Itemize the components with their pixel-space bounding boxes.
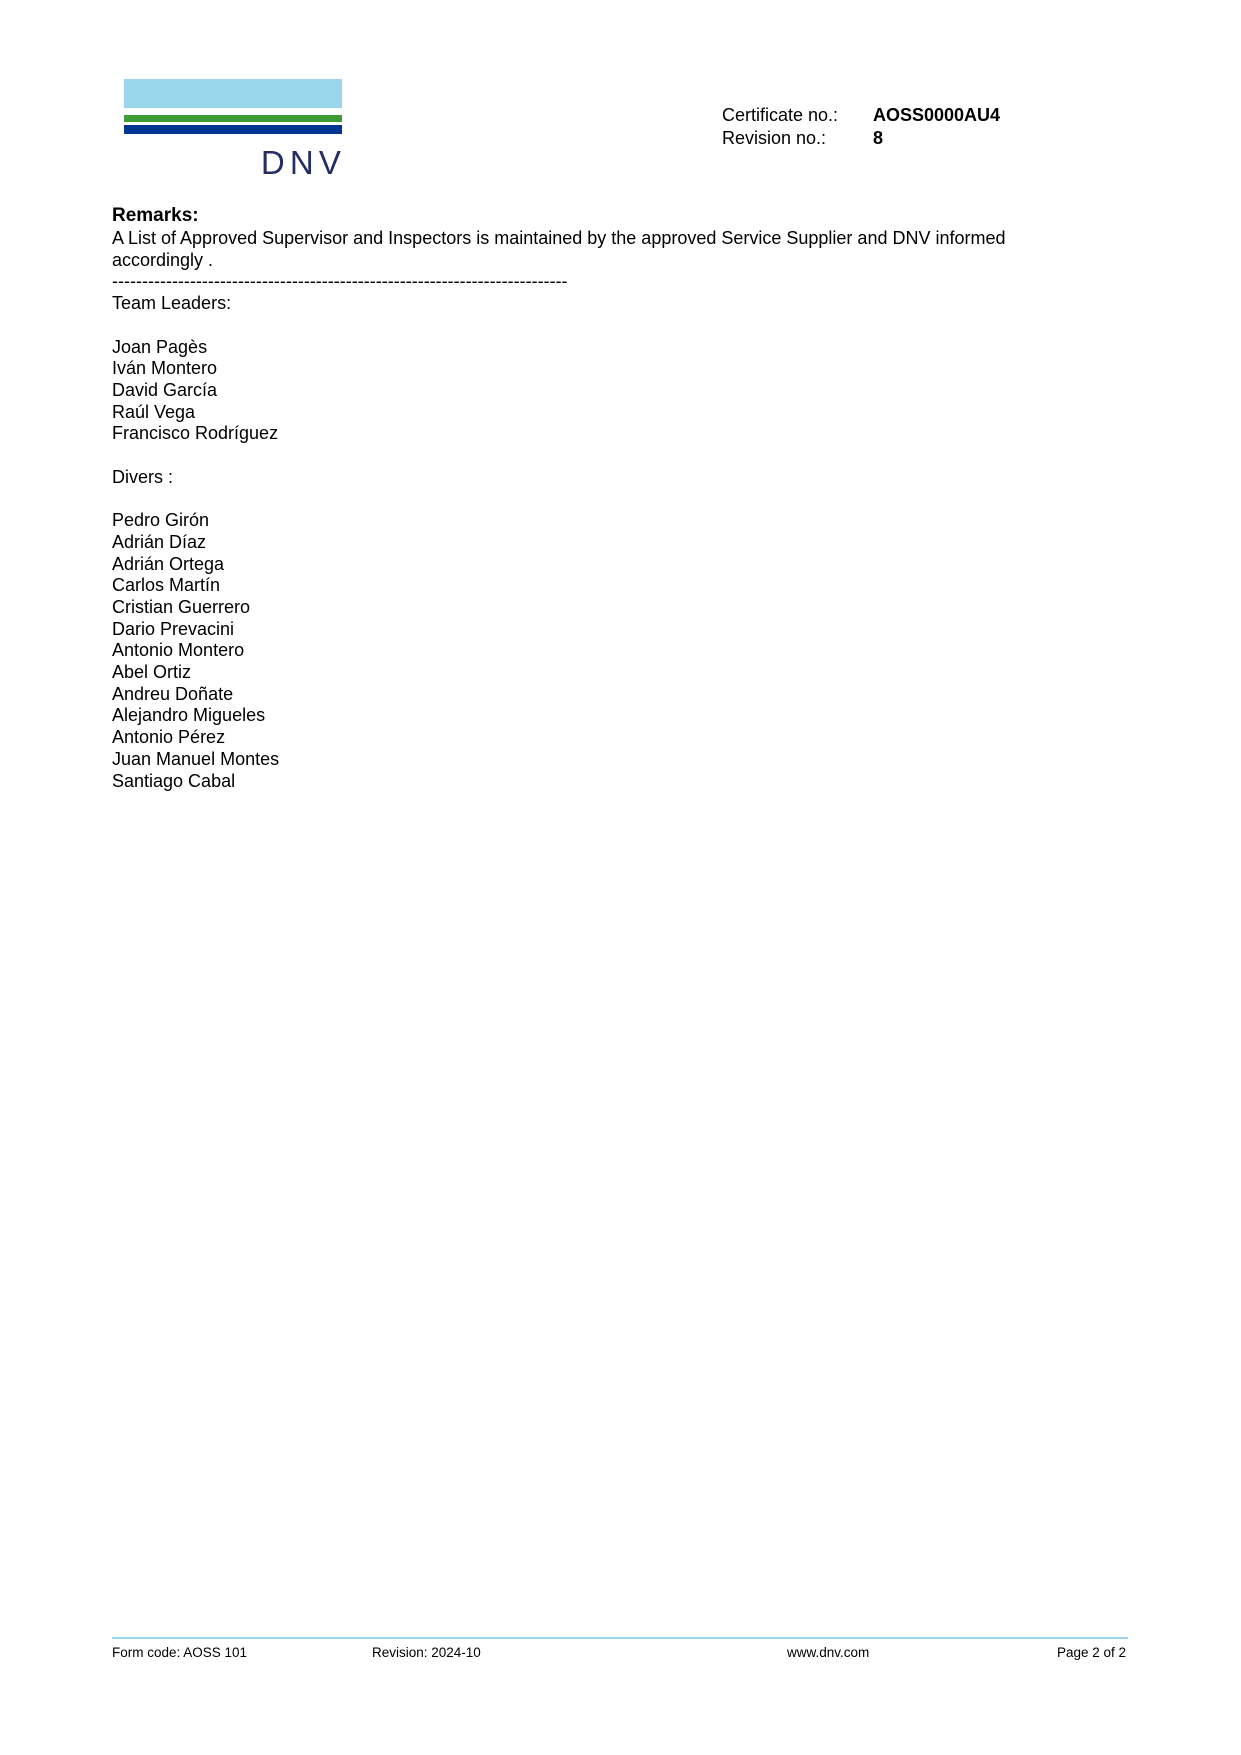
footer-row — [112, 1645, 1128, 1661]
remarks-paragraph — [112, 228, 1032, 271]
footer-revision: Revision: 2024-10 — [372, 1645, 481, 1660]
blank-line — [112, 488, 1032, 510]
certificate-no-value: AOSS0000AU4 — [873, 105, 1001, 125]
diver-name: Alejandro Migueles — [112, 705, 266, 726]
diver-name: Pedro Girón — [112, 510, 210, 531]
revision-no-value: 8 — [873, 128, 884, 148]
dnv-wordmark: DNV — [260, 144, 346, 181]
diver-name: Carlos Martín — [112, 575, 221, 596]
certificate-header — [722, 104, 1000, 150]
diver-name: Santiago Cabal — [112, 770, 236, 791]
team-leader-name: David García — [112, 379, 218, 400]
revision-no-label: Revision no.: — [722, 128, 827, 148]
diver-name: Abel Ortiz — [112, 662, 192, 683]
logo-green-bar — [124, 115, 342, 122]
diver-name: Adrián Díaz — [112, 531, 207, 552]
diver-name: Antonio Montero — [112, 640, 245, 661]
remarks-section — [112, 203, 1032, 792]
logo-blue-bar — [124, 125, 342, 134]
diver-name: Cristian Guerrero — [112, 596, 251, 617]
logo-lightblue-bar — [124, 79, 342, 108]
diver-name: Antonio Pérez — [112, 727, 226, 748]
remarks-text-line: accordingly . — [112, 249, 214, 270]
divers-heading: Divers : — [112, 466, 174, 487]
remarks-text-line: A List of Approved Supervisor and Inspectors is maintained by the approved Service Supplier and DNV informed — [112, 228, 1006, 248]
blank-line — [112, 315, 1032, 337]
diver-name: Adrián Ortega — [112, 553, 225, 574]
certificate-no-label: Certificate no.: — [722, 105, 839, 125]
footer-rule — [112, 1637, 1128, 1639]
footer-page-number: Page 2 of 2 — [1056, 1645, 1126, 1660]
team-leader-name: Francisco Rodríguez — [112, 423, 279, 444]
remarks-heading: Remarks: — [112, 205, 199, 226]
footer-form-code: Form code: AOSS 101 — [112, 1645, 248, 1660]
team-leader-name: Raúl Vega — [112, 401, 196, 422]
diver-name: Juan Manuel Montes — [112, 748, 280, 769]
team-leader-name: Iván Montero — [112, 358, 218, 379]
diver-name: Andreu Doñate — [112, 683, 234, 704]
footer-website: www.dnv.com — [787, 1645, 870, 1660]
dnv-logo — [124, 79, 346, 181]
dashed-separator: ---------------------------------------------------------------------------- — [112, 271, 568, 292]
team-leaders-list — [112, 337, 1032, 446]
divers-list — [112, 510, 1032, 792]
page-footer — [112, 1637, 1128, 1661]
blank-line — [112, 445, 1032, 467]
diver-name: Dario Prevacini — [112, 618, 235, 639]
team-leaders-heading: Team Leaders: — [112, 293, 232, 314]
team-leader-name: Joan Pagès — [112, 336, 208, 357]
